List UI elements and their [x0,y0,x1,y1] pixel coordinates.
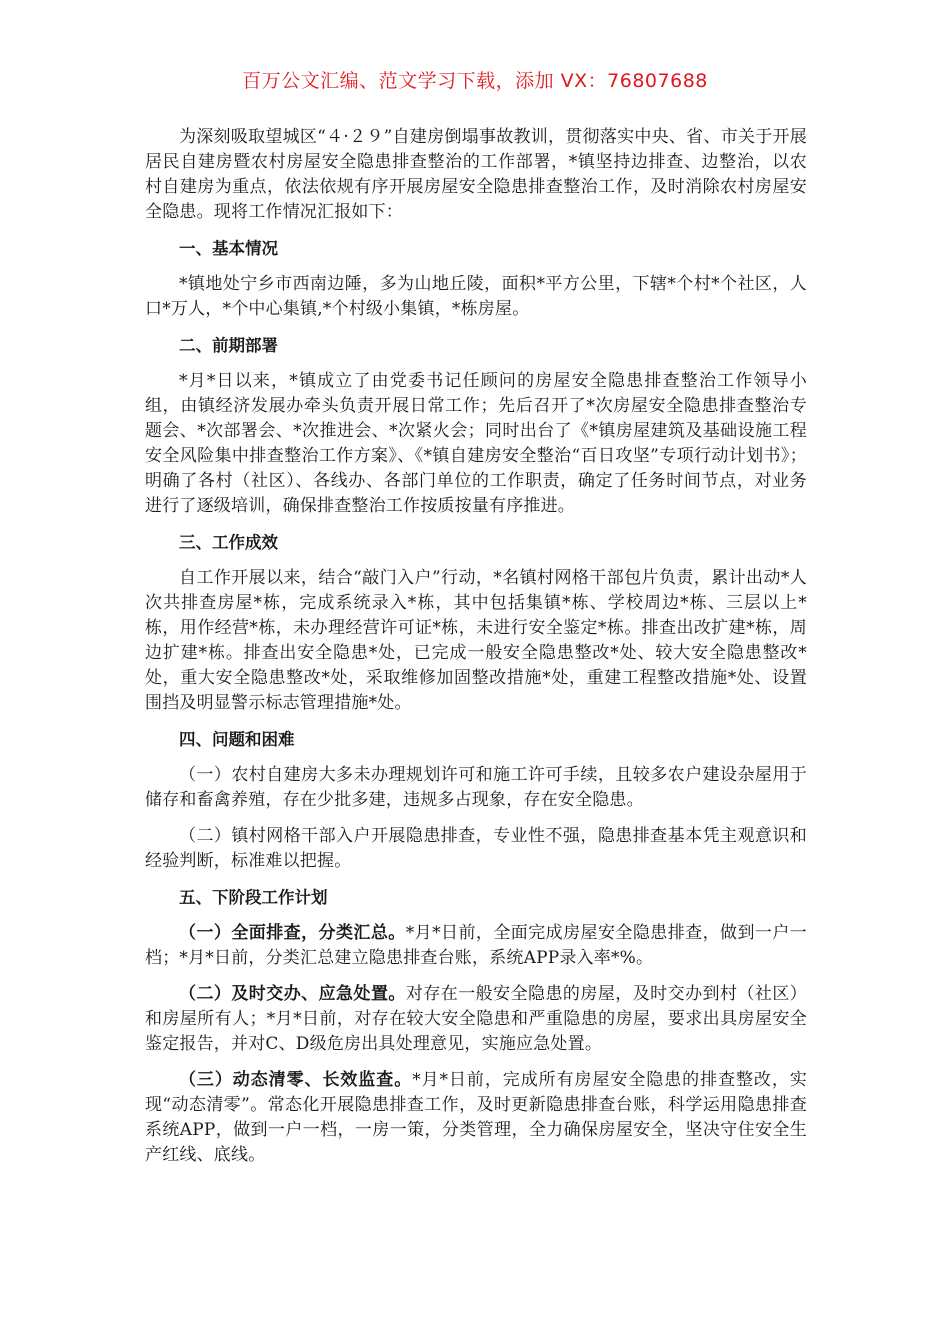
section-heading-preliminary-deployment: 二、前期部署 [179,336,278,355]
next-plan-text-1: *月*日前，全面完成房屋安全隐患排查，做到一户一档；*月*日前，分类汇总建立隐患排查台账，系统APP录入率*%。 [145,923,807,968]
section-heading-next-plan: 五、下阶段工作计划 [179,888,328,907]
section-heading-work-results: 三、工作成效 [179,533,278,552]
preliminary-deployment-paragraph: *月*日以来，*镇成立了由党委书记任顾问的房屋安全隐患排查整治工作领导小组，由镇经济发展办牵头负责开展日常工作；先后召开了*次房屋安全隐患排查整治专题会、*次部署会、*次推进会、*次紧火会；同时出台了《*镇房屋建筑及基础设施工程安全风险集中排查整治工作方案》、《*镇自建房安全整治“百日攻坚”专项行动计划书》；明确了各村（社区）、各线办、各部门单位的工作职责，确定了任务时间节点，对业务进行了逐级培训，确保排查整治工作按质按量有序推进。 [145,371,807,516]
document-body [145,125,807,1179]
next-plan-lead-3: （三）动态清零、长效监查。 [179,1070,413,1090]
intro-paragraph: 为深刻吸取望城区“４·２９”自建房倒塌事故教训，贯彻落实中央、省、市关于开展居民自建房暨农村房屋安全隐患排查整治的工作部署，*镇坚持边排查、边整治，以农村自建房为重点，依法依规有序开展房屋安全隐患排查整治工作，及时消除农村房屋安全隐患。现将工作情况汇报如下： [145,127,807,222]
section-heading-basic-situation: 一、基本情况 [179,239,278,258]
next-plan-text-2: 对存在一般安全隐患的房屋，及时交办到村（社区）和房屋所有人；*月*日前，对存在较大安全隐患和严重隐患的房屋，要求出具房屋安全鉴定报告，并对C、D级危房出具处理意见，实施应急处置。 [145,984,807,1054]
watermark-header: 百万公文汇编、范文学习下载，添加 VX：76807688 [242,70,708,92]
next-plan-paragraph-2 [145,982,807,1057]
problems-paragraph-1: （一）农村自建房大多未办理规划许可和施工许可手续，且较多农户建设杂屋用于储存和畜禽养殖，存在少批多建，违规多占现象，存在安全隐患。 [145,765,807,810]
problems-paragraph-2: （二）镇村网格干部入户开展隐患排查，专业性不强，隐患排查基本凭主观意识和经验判断，标准难以把握。 [145,826,807,871]
next-plan-lead-2: （二）及时交办、应急处置。 [179,984,406,1004]
work-results-paragraph: 自工作开展以来，结合“敲门入户”行动，*名镇村网格干部包片负责，累计出动*人次共排查房屋*栋，完成系统录入*栋，其中包括集镇*栋、学校周边*栋、三层以上*栋，用作经营*栋，未办理经营许可证*栋，未进行安全鉴定*栋。排查出改扩建*栋，周边扩建*栋。排查出安全隐患*处，已完成一般安全隐患整改*处、较大安全隐患整改*处，重大安全隐患整改*处，采取维修加固整改措施*处，重建工程整改措施*处、设置围挡及明显警示标志管理措施*处。 [145,568,807,713]
next-plan-text-3: *月*日前，完成所有房屋安全隐患的排查整改，实现“动态清零”。常态化开展隐患排查工作，及时更新隐患排查台账，科学运用隐患排查系统APP，做到一户一档，一房一策，分类管理，全力确保房屋安全，坚决守住安全生产红线、底线。 [145,1070,807,1165]
next-plan-paragraph-1 [145,921,807,971]
next-plan-lead-1: （一）全面排查，分类汇总。 [179,923,406,943]
section-heading-problems: 四、问题和困难 [179,730,295,749]
basic-situation-paragraph: *镇地处宁乡市西南边陲，多为山地丘陵，面积*平方公里，下辖*个村*个社区，人口*万人，*个中心集镇,*个村级小集镇，*栋房屋。 [145,274,807,319]
next-plan-paragraph-3 [145,1068,807,1168]
